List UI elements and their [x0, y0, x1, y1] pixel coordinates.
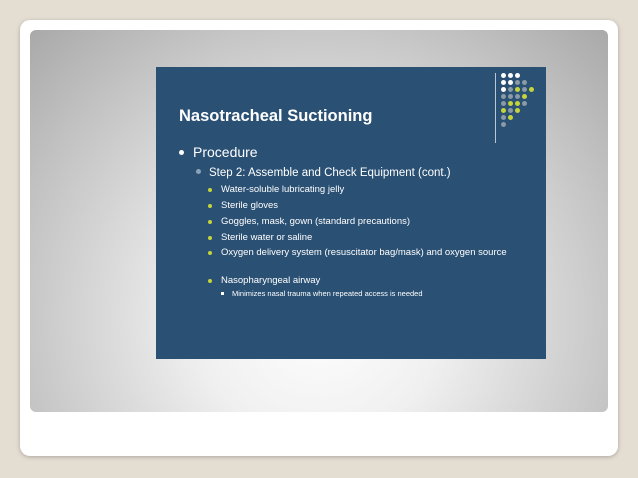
- decorative-dot-grid: [501, 73, 541, 133]
- decorative-dot: [515, 80, 520, 85]
- bullet-dot-icon: [208, 279, 212, 283]
- bullet-level-2: [196, 167, 451, 179]
- decorative-dot: [508, 108, 513, 113]
- bullet-level-3: [208, 200, 538, 212]
- bullet-dot-icon: [208, 220, 212, 224]
- bullet-text: Sterile gloves: [221, 200, 279, 211]
- decorative-dot: [529, 87, 534, 92]
- bullet-level-1: [179, 144, 258, 160]
- slide-title: Nasotracheal Suctioning: [179, 107, 373, 125]
- bullet-text: Goggles, mask, gown (standard precautions): [221, 216, 411, 227]
- decorative-dot: [501, 108, 506, 113]
- bullet-level-3: [208, 216, 538, 228]
- bullet-dot-icon: [179, 150, 184, 155]
- bullet-text: Oxygen delivery system (resuscitator bag/mask) and oxygen source: [221, 247, 507, 258]
- slide-frame: [30, 30, 608, 412]
- decorative-dot: [508, 115, 513, 120]
- bullet-text: Procedure: [193, 144, 258, 160]
- decorative-dot: [515, 94, 520, 99]
- decorative-dot: [501, 115, 506, 120]
- decorative-dot: [501, 94, 506, 99]
- decorative-dot: [501, 80, 506, 85]
- bullet-level-3: [208, 232, 538, 244]
- bullet-level-3: [208, 184, 538, 196]
- bullet-text: Water-soluble lubricating jelly: [221, 184, 345, 195]
- decorative-dot: [508, 87, 513, 92]
- decorative-dot: [515, 101, 520, 106]
- decorative-dot: [501, 87, 506, 92]
- decorative-dot: [515, 87, 520, 92]
- bullet-dot-icon: [208, 188, 212, 192]
- decorative-dot: [501, 122, 506, 127]
- bullet-text: Nasopharyngeal airway: [221, 275, 321, 286]
- bullet-level-3: [208, 275, 538, 287]
- bullet-level-3: [208, 247, 508, 259]
- bullet-dot-icon: [196, 169, 201, 174]
- slide: [156, 67, 546, 359]
- decorative-dot: [501, 101, 506, 106]
- decorative-dot: [522, 101, 527, 106]
- bullet-level-4: [221, 289, 423, 298]
- decorative-dot: [508, 101, 513, 106]
- decorative-dot: [522, 80, 527, 85]
- bullet-text: Step 2: Assemble and Check Equipment (cont.): [209, 167, 451, 179]
- bullet-text: Sterile water or saline: [221, 232, 313, 243]
- decorative-dot: [508, 80, 513, 85]
- decorative-divider: [495, 73, 496, 143]
- decorative-dot: [522, 87, 527, 92]
- decorative-dot: [508, 73, 513, 78]
- bullet-square-icon: [221, 292, 224, 295]
- bullet-text: Minimizes nasal trauma when repeated access is needed: [232, 289, 423, 298]
- decorative-dot: [501, 73, 506, 78]
- decorative-dot: [508, 94, 513, 99]
- bullet-dot-icon: [208, 251, 212, 255]
- bullet-dot-icon: [208, 204, 212, 208]
- decorative-dot: [515, 73, 520, 78]
- decorative-dot: [522, 94, 527, 99]
- bullet-dot-icon: [208, 236, 212, 240]
- decorative-dot: [515, 108, 520, 113]
